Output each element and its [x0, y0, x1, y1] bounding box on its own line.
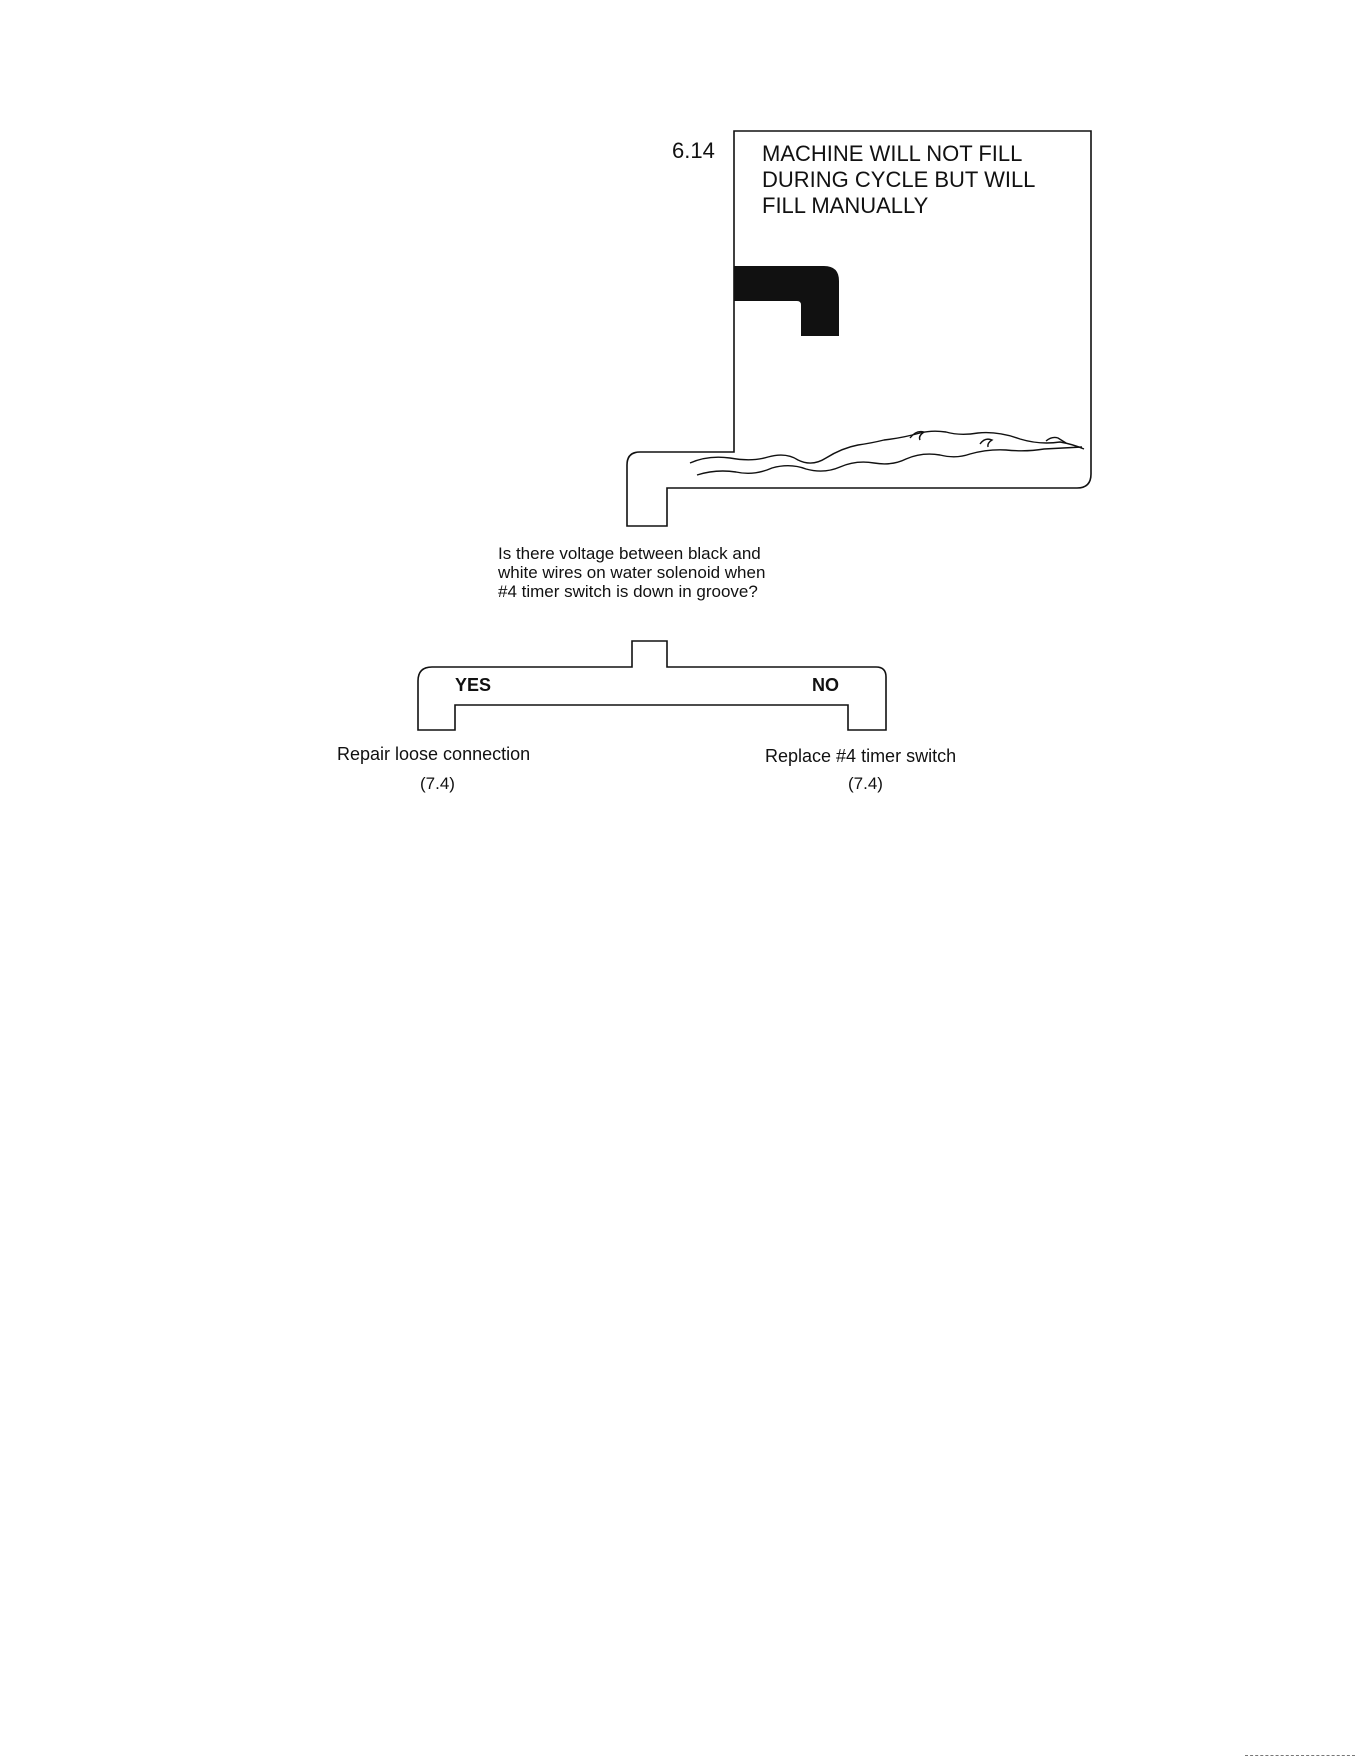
fill-pipe-icon [734, 266, 839, 336]
problem-title-line: FILL MANUALLY [762, 193, 929, 218]
water-wave-icon [690, 431, 1084, 475]
problem-title-line: MACHINE WILL NOT FILL [762, 141, 1023, 166]
problem-title-line: DURING CYCLE BUT WILL [762, 167, 1036, 192]
page-edge-mark [1245, 1755, 1355, 1759]
question-line: Is there voltage between black and [498, 544, 761, 563]
no-branch-action: Replace #4 timer switch [765, 746, 957, 766]
question-line: white wires on water solenoid when [498, 563, 766, 582]
no-branch-label: NO [812, 675, 839, 695]
yes-branch-reference: (7.4) [420, 774, 455, 793]
no-branch-reference: (7.4) [848, 774, 883, 793]
problem-title [762, 141, 1035, 219]
question-line: #4 timer switch is down in groove? [498, 582, 758, 601]
section-number: 6.14 [672, 138, 715, 163]
yes-branch-action: Repair loose connection [337, 744, 531, 764]
yes-branch-label: YES [455, 675, 492, 695]
diagnostic-question [498, 544, 765, 601]
